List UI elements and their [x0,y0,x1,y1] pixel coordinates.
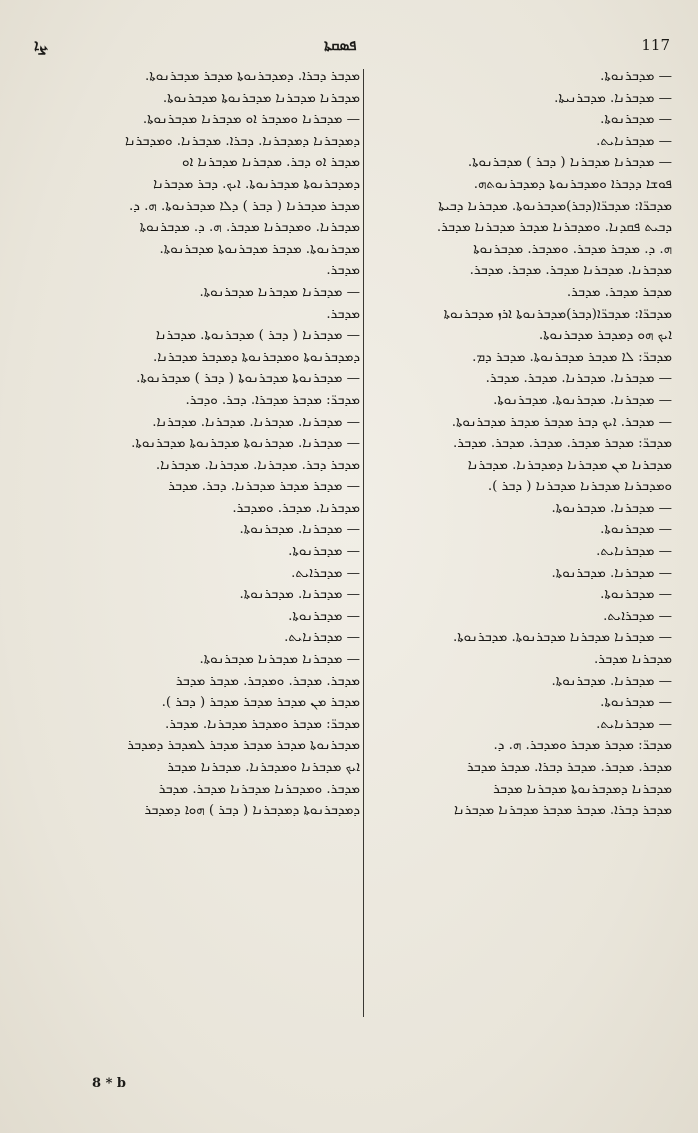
text-line: — ܡܕܒܪܢܘܬܐ. [600,69,672,84]
text-line: — ܡܕܒܪܢܐ ܡܕܒܪܢܐ ܡܕܒܪܢܘܬܐ. [199,652,360,668]
page-number: 117 [641,36,670,54]
text-line: — ܡܕܒܪܢܐ. ܡܕܒܪܢܘܬܐ ܡܕܒܪܢܘܬܐ ܡܕܒܪܢܘܬܐ. [131,436,360,452]
text-line: ܐܝܟ ܡܕܒܪܢܐ ܘܡܕܒܪܢܐ. ܡܕܒܪܢܐ ܡܕܒܪ [167,760,360,775]
text-line: ܡܕܒܪܢܐ ܡܕܒܪ. [594,652,672,668]
text-line: ܡܕܒܪܢܐ ܡܢ ܡܕܒܪܢܐ ܕܡܕܒܪܢܐ. ܡܕܒܪܢܐ [467,457,672,473]
text-line: ܡܕܒܪ ܡܕܒܪܢܐ ( ܕܒܪ ) ܕܠܐ ܡܕܒܪܢܘܬܐ. ܗ. ܕ. [129,198,360,214]
text-line: ܐܝܟ ܗܘ ܕܡܕܒܪ ܡܕܒܪܢܘܬܐ. [538,328,672,344]
text-line: — ܡܕܒܪܢܐ. ܡܕܒܪܢܐ. ܡܕܒܪ. ܡܕܒܪ. [485,371,672,387]
text-line: — ܡܕܒܪܢܐ. ܡܕܒܪܢܝܬܐ. [554,90,672,106]
text-line: ܡܕܒܪ̈: ܡܕܒܪ ܡܕܒܪ ܘܡܕܒܪ. ܗ. ܕ. [493,738,672,754]
text-line: ܡܕܒܪ. ܘܡܕܒܪܢܐ ܡܕܒܪܢܐ ܡܕܒܪ. ܡܕܒܪ [158,781,360,797]
left-text-column [36,66,360,822]
text-line: — ܡܕܒܪܢܘܬܐ ܡܕܒܪܢܘܬܐ ( ܕܒܪ ) ܡܕܒܪܢܘܬܐ. [136,371,360,387]
text-line: ܡܕܒܪܢܐ ܡܕܒܪܢܐ ܡܕܒܪܢܘܬܐ ܡܕܒܪܢܘܬܐ. [162,90,360,106]
text-line: ܡܕܒܪ̈: ܡܕܒܪ ܘܡܕܒܪ ܡܕܒܪܢܐ. ܡܕܒܪ. [164,716,360,732]
text-line: — ܡܕܒܪ. ܐܝܟ ܕܒܪ ܡܕܒܪ ܡܕܒܪ ܡܕܒܪܢܘܬܐ. [451,414,672,430]
text-line: ܕܡܕܒܪܢܐ ܕܡܕܒܪܢܐ. ܕܒܪܐ. ܡܕܒܪܢܐ. ܘܡܕܒܪܢܐ [124,133,360,149]
text-line: — ܡܕܒܪܢܘܬܐ. [600,522,672,538]
text-line: — ܡܕܒܪ ܡܕܒܪ ܡܕܒܪܢܐ. ܕܒܪ. ܡܕܒܪ [168,479,360,495]
text-line: ܕܡܕܒܪܢܘܬܐ ܡܕܒܪܢܘܬܐ. ܐܝܟ. ܕܒܪ ܡܕܒܪܢܐ [153,176,360,192]
text-line: — ܡܕܒܪܢܐ ܡܕܒܪܢܐ ܡܕܒܪܢܘܬܐ. ܡܕܒܪܢܘܬܐ. [453,630,672,646]
text-line: ܡܕܒܪ ܕܒܪܐ. ܕܡܕܒܪܢܘܬܐ ܡܕܒܪ ܡܕܒܪܢܘܬܐ. [145,69,360,84]
text-line: ܕܒܝܬ ܦܩܕܢܐ. ܘܡܕܒܪܢܐ ܡܕܒܪ ܡܕܒܪܢܐ ܡܕܒܪ. [436,220,672,236]
text-line: — ܡܕܒܪܐܝܬ. [291,565,360,581]
text-line: — ܡܕܒܪܢܐ. ܡܕܒܪܢܘܬܐ. [239,522,360,538]
text-line: — ܡܕܒܪܐܝܬ. [603,608,672,624]
text-line: ܡܕܒܪܢܐ. ܘܡܕܒܪܢܐ ܡܕܒܪ. ܗ. ܕ. ܡܕܒܪܢܘܬܐ [139,220,360,236]
page-header [34,36,670,58]
text-line: ܡܕܒܪ. ܡܕܒܪ. ܘܡܕܒܪ. ܡܕܒܪ ܡܕܒܪ [175,673,360,689]
text-line: ܕܡܕܒܪܢܘܬܐ ܕܡܕܒܪܢܐ ( ܕܒܪ ) ܗܘܐ ܕܡܕܒܪ [144,803,360,819]
text-line: — ܡܕܒܪܢܐ ܡܕܒܪܢܐ ܡܕܒܪܢܘܬܐ. [199,284,360,300]
text-line: ܡܕܒܪ. ܡܕܒܪ. ܡܕܒܪ ܕܒܪܐ. ܡܕܒܪ ܡܕܒܪ [466,760,672,775]
text-line: ܡܕܒܪ. [326,263,360,279]
text-line: — ܡܕܒܪܢܘܬܐ. [600,695,672,711]
running-head: ܦܣܩܬܐ [324,36,357,54]
text-line: — ܡܕܒܪܢܐ ܘܡܕܒܪ ܐܘ ܡܕܒܪܢܐ ܡܕܒܪܢܘܬܐ. [142,112,360,128]
text-line: ܡܕܒܪ. [326,306,360,322]
text-line: ܘܡܕܒܪܢܐ ܡܕܒܪܢܐ ܡܕܒܪܢܐ ( ܕܒܪ ). [487,479,672,495]
text-line: — ܡܕܒܪܢܘܬܐ. [288,544,360,560]
text-line: ܡܕܒܪ̈: ܡܕܒܪ ܡܕܒܪܐ. ܕܒܪ. ܘܕܒܪ. [185,392,360,408]
column-divider [363,69,364,1017]
text-line: — ܡܕܒܪܢܐ. ܡܕܒܪܢܘܬܐ. [551,500,672,516]
text-line: — ܡܕܒܪܢܐܝܬ. [284,630,360,646]
text-line: ܕܡܕܒܪܢܘܬܐ ܘܡܕܒܪܢܘܬܐ ܕܡܕܒܪ ܡܕܒܪܢܐ. [152,349,360,365]
text-line: — ܡܕܒܪܢܘܬܐ. [288,608,360,624]
text-line: ܡܕܒܪ ܐܘ ܕܒܪ. ܡܕܒܪܢܐ ܡܕܒܪܢܐ ܐܘ [182,155,360,171]
text-line: ܡܕܒܪ ܡܕܒܪ. ܡܕܒܪ. [566,284,672,300]
text-line: — ܡܕܒܪܢܐ. ܡܕܒܪܢܐ. ܡܕܒܪܢܐ. ܡܕܒܪܢܐ. [152,414,360,430]
right-text-column [372,66,672,822]
text-line: ܡܕܒܪ ܕܒܪܐ. ܡܕܒܪ ܡܕܒܪ ܡܕܒܪܢܐ ܡܕܒܪܢܐ [453,803,672,819]
text-line: — ܡܕܒܪܢܘܬܐ. [600,112,672,128]
text-line: — ܡܕܒܪܢܐܝܬ. [596,133,672,149]
text-line: — ܡܕܒܪܢܐ ( ܕܒܪ ) ܡܕܒܪܢܘܬܐ. ܡܕܒܪܢܐ [155,328,360,344]
text-line: ܡܕܒܪ̈: ܠܐ ܡܕܒܪ ܡܕܒܪܢܘܬܐ. ܡܕܒܪ ܕܡ. [472,349,672,365]
text-line: ܡܕܒܪܢܐ ܕܡܕܒܪܢܘܬܐ ܡܕܒܪܢܐ ܡܕܒܪ [493,781,672,797]
text-line: ܡܕܒܪ̈ܐ: ܡܕܒܪ̈ܐ(ܕܒܪ)ܡܕܒܪܢܘܬܐ ܐܪܙ ܡܕܒܪܢܘܬܐ [443,306,672,322]
text-line: — ܡܕܒܪܢܘܬܐ. [600,587,672,603]
text-line: ܡܕܒܪܢܘܬܐ. ܡܕܒܪ ܡܕܒܪܢܘܬܐ ܡܕܒܪܢܘܬܐ. [159,241,360,257]
text-line: ܡܕܒܪ ܡܢ ܡܕܒܪ ܡܕܒܪ ܡܕܒܪ ( ܕܒܪ ). [161,695,360,711]
signature-mark: 8 * b [92,1076,126,1091]
text-line: ܡܕܒܪܢܐ. ܡܕܒܪ. ܘܡܕܒܪ. [232,500,360,516]
text-line: — ܡܕܒܪܢܐ. ܡܕܒܪܢܘܬܐ. ܡܕܒܪܢܘܬܐ. [493,392,672,408]
text-line: — ܡܕܒܪܢܐ. ܡܕܒܪܢܘܬܐ. [239,587,360,603]
text-line: ܡܕܒܪܢܘܬܐ ܡܕܒܪ ܡܕܒܪ ܡܕܒܪ ܠܡܕܒܪ ܕܡܕܒܪ [127,738,360,754]
text-line: ܡܕܒܪܢܐ. ܡܕܒܪܢܐ ܡܕܒܪ. ܡܕܒܪ. ܡܕܒܪ. [469,263,672,279]
text-line: — ܡܕܒܪܢܐ. ܡܕܒܪܢܘܬܐ. [551,673,672,689]
header-left-abbrev: ܨܐ [34,36,48,54]
text-line: ܦܘܫܐ ܕܕܒܪܐ ܘܡܕܒܪܢܘܬܐ ܕܡܕܒܪܢܘܬܗ. [473,176,672,192]
text-line: — ܡܕܒܪܢܐ ܡܕܒܪܢܐ ( ܕܒܪ ) ܡܕܒܪܢܘܬܐ. [467,155,672,171]
text-line: — ܡܕܒܪܢܐ. ܡܕܒܪܢܘܬܐ. [551,565,672,581]
text-line: ܡܕܒܪ̈: ܡܕܒܪ ܡܕܒܪ. ܡܕܒܪ. ܡܕܒܪ. ܡܕܒܪ. [453,436,672,452]
text-line: ܗ. ܕ. ܡܕܒܪ ܡܕܒܪ. ܘܡܕܒܪ. ܡܕܒܪܢܘܬܐ [473,241,672,257]
text-line: — ܡܕܒܪܢܐܝܬ. [596,716,672,732]
text-line: — ܡܕܒܪܢܐܝܬ. [596,544,672,560]
text-line: ܡܕܒܪ ܕܒܪ. ܡܕܒܪܢܐ. ܡܕܒܪܢܐ. ܡܕܒܪܢܐ. [155,457,360,473]
text-line: ܡܕܒܪ̈ܐ: ܡܕܒܪ̈ܐ(ܕܒܪ)ܡܕܒܪܢܘܬܐ. ܡܕܒܪܢܐ ܕܒܝܬܐ [438,198,672,214]
